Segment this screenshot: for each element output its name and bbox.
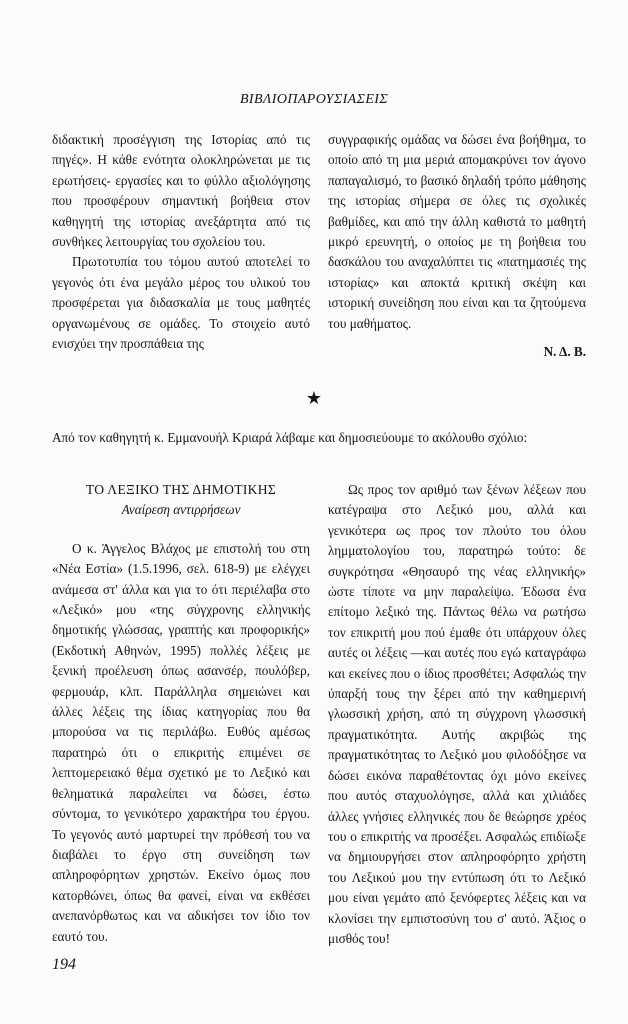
article-subtitle: Αναίρεση αντιρρήσεων	[121, 502, 241, 518]
article-left-column	[52, 480, 310, 947]
star-separator: ★	[305, 388, 323, 408]
article-right-column	[328, 480, 586, 949]
page-number: 194	[52, 956, 76, 973]
paragraph: Ο κ. Άγγελος Βλάχος με επιστολή του στη «Νέα Εστία» (1.5.1996, σελ. 618-9) με ελέγχει ανάμεσα στ' άλλα και για το ότι περιέλαβα στο «Λεξικό» μου «της σύγχρονης ελληνικής δημοτικής γλώσσας, γραπτής και προφορικής» (Εκδοτική Αθηνών, 1995) πολλές λέξεις με ξενική προέλευση όπως ασανσέρ, πουλόβερ, φερμουάρ, κλπ. Παράλληλα σημειώνει και άλλες λέξεις της ίδιας κατηγορίας που θα μπορούσα να τις περιλάβω. Ευθύς αμέσως παρατηρώ ότι ο επικριτής επιμένει σε λεπτομερειακό θέμα σχετικό με το Λεξικό και θεληματικά παραλείπει να δώσει, έστω σύντομα, το γενικότερο χαρακτήρα του έργου. Το γεγονός αυτό μαρτυρεί την πρόθεσή του να διαβάλει το έργο στη συνείδηση των απληροφόρητων χρηστών. Εκείνο όμως που κατορθώνει, όπως θα φανεί, είναι να εκθέσει ανεπανόρθωτως και να αδικήσει τον ίδιο τον εαυτό του.	[52, 540, 310, 944]
paragraph: διδακτική προσέγγιση της Ιστορίας από τις πηγές». Η κάθε ενότητα ολοκληρώνεται με τις ερωτήσεις- εργασίες και το φύλλο αξιολόγησης που προσφέρουν σημαντική βοήθεια στον καθηγητή της ιστορίας ανεξάρτητα από τις συνθήκες λειτουργίας του σχολείου του.	[52, 132, 310, 250]
paragraph: Ως προς τον αριθμό των ξένων λέξεων που κατέγραψα στο Λεξικό μου, αλλά και γενικότερα ως προς τον πλούτο του όλου λημματολογίου του, παρατηρώ τούτο: δε συγκρότησα «Θησαυρό της νέας ελληνικής» ώστε τίποτε να μην παραλείψω. Έδωσα ένα επίτομο λεξικό της. Πάντως θέλω να ρωτήσω τον επικριτή μου πού έμαθε ότι υπάρχουν όλες αυτές οι λέξεις —και αυτές που εγώ καταγράφω και εκείνες που ο ίδιος προσθέτει; Ασφαλώς την ύπαρξή τους την ξέρει από την καθημερινή γλωσσική χρήση, από τη σύγχρονη γλωσσική πραγματικότητα. Αυτής ακριβώς της πραγματικότητας το Λεξικό μου φιλοδόξησε να δώσει εικόνα παραθέτοντας όχι μόνο εκείνες που αυτός σταχυολόγησε, αλλά και χιλιάδες άλλες γνήσιες ελληνικές που δε θεώρησε χρέος του ο επικριτής να προσέξει. Ασφαλώς επιδίωξε να δημιουργήσει στον απληροφόρητο χρήστη του Λεξικού μου την εντύπωση ότι το Λεξικό μου είναι γεμάτο από ξενόφερτες λέξεις και να κλονίσει την εμπιστοσύνη του σ' αυτό. Άξιος ο μισθός του!	[328, 482, 586, 946]
paragraph: Πρωτοτυπία του τόμου αυτού αποτελεί το γεγονός ότι ένα μεγάλο μέρος του υλικού του προσφέρεται για διδασκαλία με τους μαθητές οργανωμένους σε ομάδες. Το στοιχείο αυτό ενισχύει την προσπάθεια της	[52, 254, 310, 352]
top-right-column	[328, 130, 586, 362]
running-head: ΒΙΒΛΙΟΠΑΡΟΥΣΙΑΣΕΙΣ	[239, 92, 389, 107]
top-left-column	[52, 130, 310, 354]
editorial-intro: Από τον καθηγητή κ. Εμμανουήλ Κριαρά λάβαμε και δημοσιεύουμε το ακόλουθο σχόλιο:	[52, 430, 528, 445]
article-title: ΤΟ ΛΕΞΙΚΟ ΤΗΣ ΔΗΜΟΤΙΚΗΣ	[85, 482, 277, 497]
author-initials: Ν. Δ. Β.	[543, 344, 586, 360]
paragraph: συγγραφικής ομάδας να δώσει ένα βοήθημα, το οποίο από τη μια μεριά απομακρύνει τον άγονο παπαγαλισμό, το βασικό δηλαδή τρόπο μάθησης της ιστορίας σήμερα σε όλες τις σχολικές βαθμίδες, και από την άλλη καθιστά το μαθητή μικρό ερευνητή, ο οποίος με τη βοήθεια του δασκάλου του αναχαλύπτει τις «πατημασιές της ιστορίας» και αποκτά κριτική σκέψη και ιστορική συνείδηση που είναι και τα ζητούμενα του μαθήματος.	[328, 132, 586, 331]
